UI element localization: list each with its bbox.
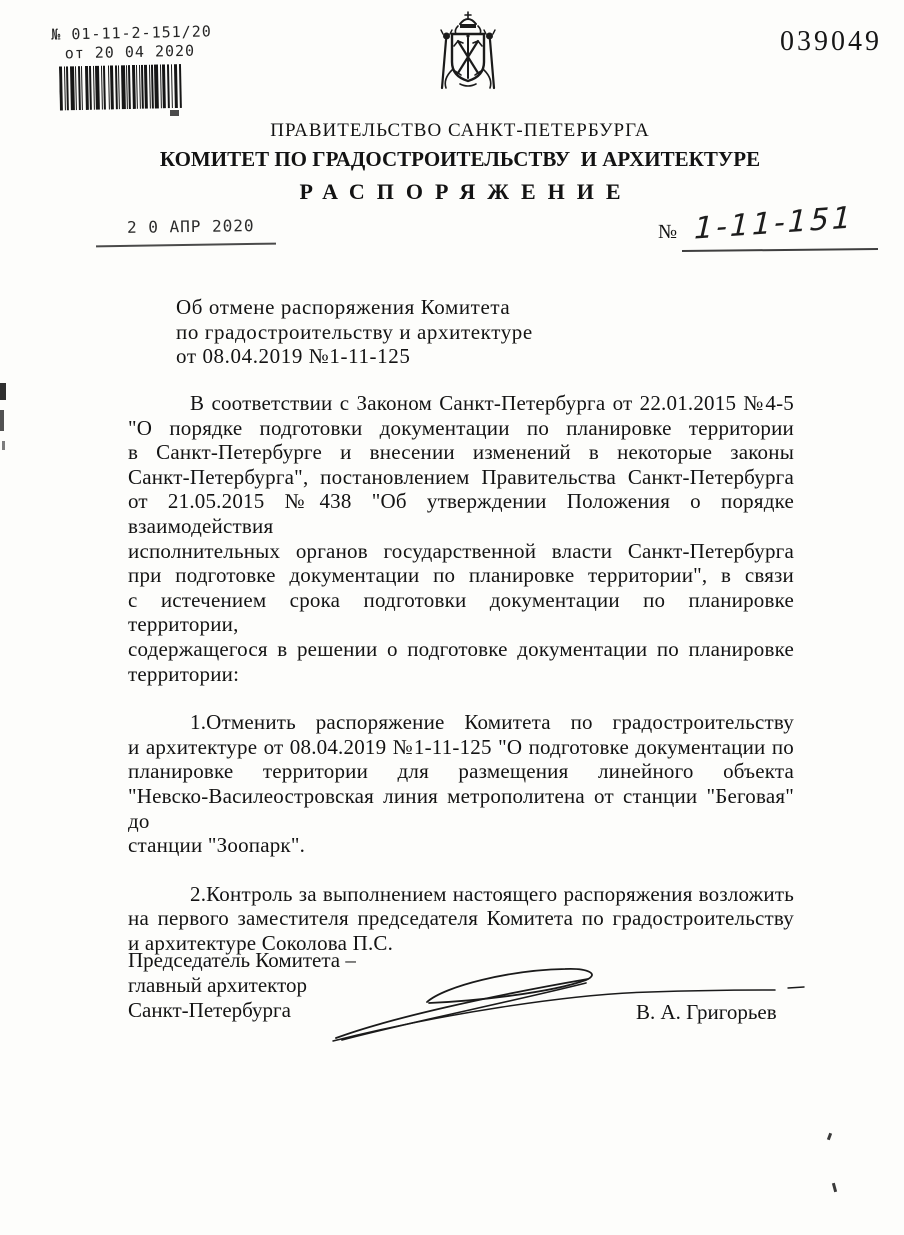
scan-artifact bbox=[170, 110, 179, 116]
paragraph-preamble bbox=[128, 391, 794, 686]
scan-artifact bbox=[832, 1183, 837, 1192]
body-text bbox=[128, 391, 794, 955]
body-line: В соответствии с Законом Санкт-Петербурга от 22.01.2015 №4-5 bbox=[190, 391, 794, 415]
subject-line: по градостроительству и архитектуре bbox=[176, 319, 533, 344]
body-line: и архитектуре Соколова П.С. bbox=[128, 930, 394, 955]
body-line: 1.Отменить распоряжение Комитета по градостроительству bbox=[190, 710, 794, 735]
coat-of-arms-icon bbox=[432, 10, 504, 92]
body-line: планировке территории для размещения линейного объекта bbox=[128, 759, 794, 784]
handwritten-number: 1-11-151 bbox=[693, 200, 855, 247]
position-line: главный архитектор bbox=[128, 972, 307, 997]
body-line: содержащегося в решении о подготовке документации по планировке bbox=[128, 636, 794, 661]
committee-title: КОМИТЕТ ПО ГРАДОСТРОИТЕЛЬСТВУ И АРХИТЕКТУРЕ bbox=[159, 147, 761, 171]
date-underline bbox=[96, 243, 276, 248]
government-title: ПРАВИТЕЛЬСТВО САНКТ-ПЕТЕРБУРГА bbox=[270, 120, 650, 141]
position-line: Санкт-Петербурга bbox=[128, 997, 291, 1022]
body-line: и архитектуре от 08.04.2019 №1-11-125 "О подготовке документации по bbox=[128, 734, 794, 759]
number-underline bbox=[682, 248, 878, 252]
body-line: "Невско-Василеостровская линия метрополитена от станции "Беговая" до bbox=[128, 783, 794, 833]
body-line: исполнительных органов государственной власти Санкт-Петербурга bbox=[128, 538, 794, 563]
body-line: в Санкт-Петербурге и внесении изменений в некоторые законы bbox=[128, 440, 794, 465]
body-line: станции "Зоопарк". bbox=[128, 833, 306, 858]
registration-number: № 01-11-2-151/20 bbox=[51, 22, 212, 44]
registration-stamp bbox=[51, 22, 213, 110]
scan-artifact bbox=[2, 441, 5, 450]
body-line: Санкт-Петербурга", постановлением Правительства Санкт-Петербурга bbox=[128, 464, 794, 489]
position-line: Председатель Комитета – bbox=[128, 948, 356, 972]
paragraph-item-1 bbox=[128, 710, 794, 858]
body-line: территории: bbox=[128, 661, 240, 686]
date-stamp: 2 0 АПР 2020 bbox=[126, 216, 255, 237]
barcode bbox=[59, 64, 184, 111]
scan-artifact bbox=[827, 1133, 832, 1141]
subject-block bbox=[176, 295, 533, 369]
scan-artifact bbox=[0, 383, 6, 400]
body-line: на первого заместителя председателя Комитета по градостроительству bbox=[128, 906, 794, 931]
scan-artifact bbox=[0, 410, 4, 431]
body-line: "О порядке подготовки документации по планировке территории bbox=[128, 415, 794, 440]
paragraph-item-2 bbox=[128, 882, 794, 956]
registration-date: от 20 04 2020 bbox=[64, 41, 196, 63]
subject-line: от 08.04.2019 №1-11-125 bbox=[176, 344, 411, 369]
body-line: с истечением срока подготовки документации по планировке территории, bbox=[128, 587, 794, 637]
signatory-name: В. А. Григорьев bbox=[636, 1000, 777, 1024]
body-line: при подготовке документации по планировке территории", в связи bbox=[128, 563, 794, 588]
subject-line: Об отмене распоряжения Комитета bbox=[176, 295, 511, 319]
body-line: от 21.05.2015 №438 "Об утверждении Положения о порядке взаимодействия bbox=[128, 489, 794, 538]
blank-number: 039049 bbox=[780, 26, 882, 57]
number-label: № bbox=[658, 221, 678, 243]
document-type-title: РАСПОРЯЖЕНИЕ bbox=[299, 179, 633, 204]
body-line: 2.Контроль за выполнением настоящего распоряжения возложить bbox=[190, 881, 794, 906]
signature-scribble bbox=[320, 952, 880, 1052]
